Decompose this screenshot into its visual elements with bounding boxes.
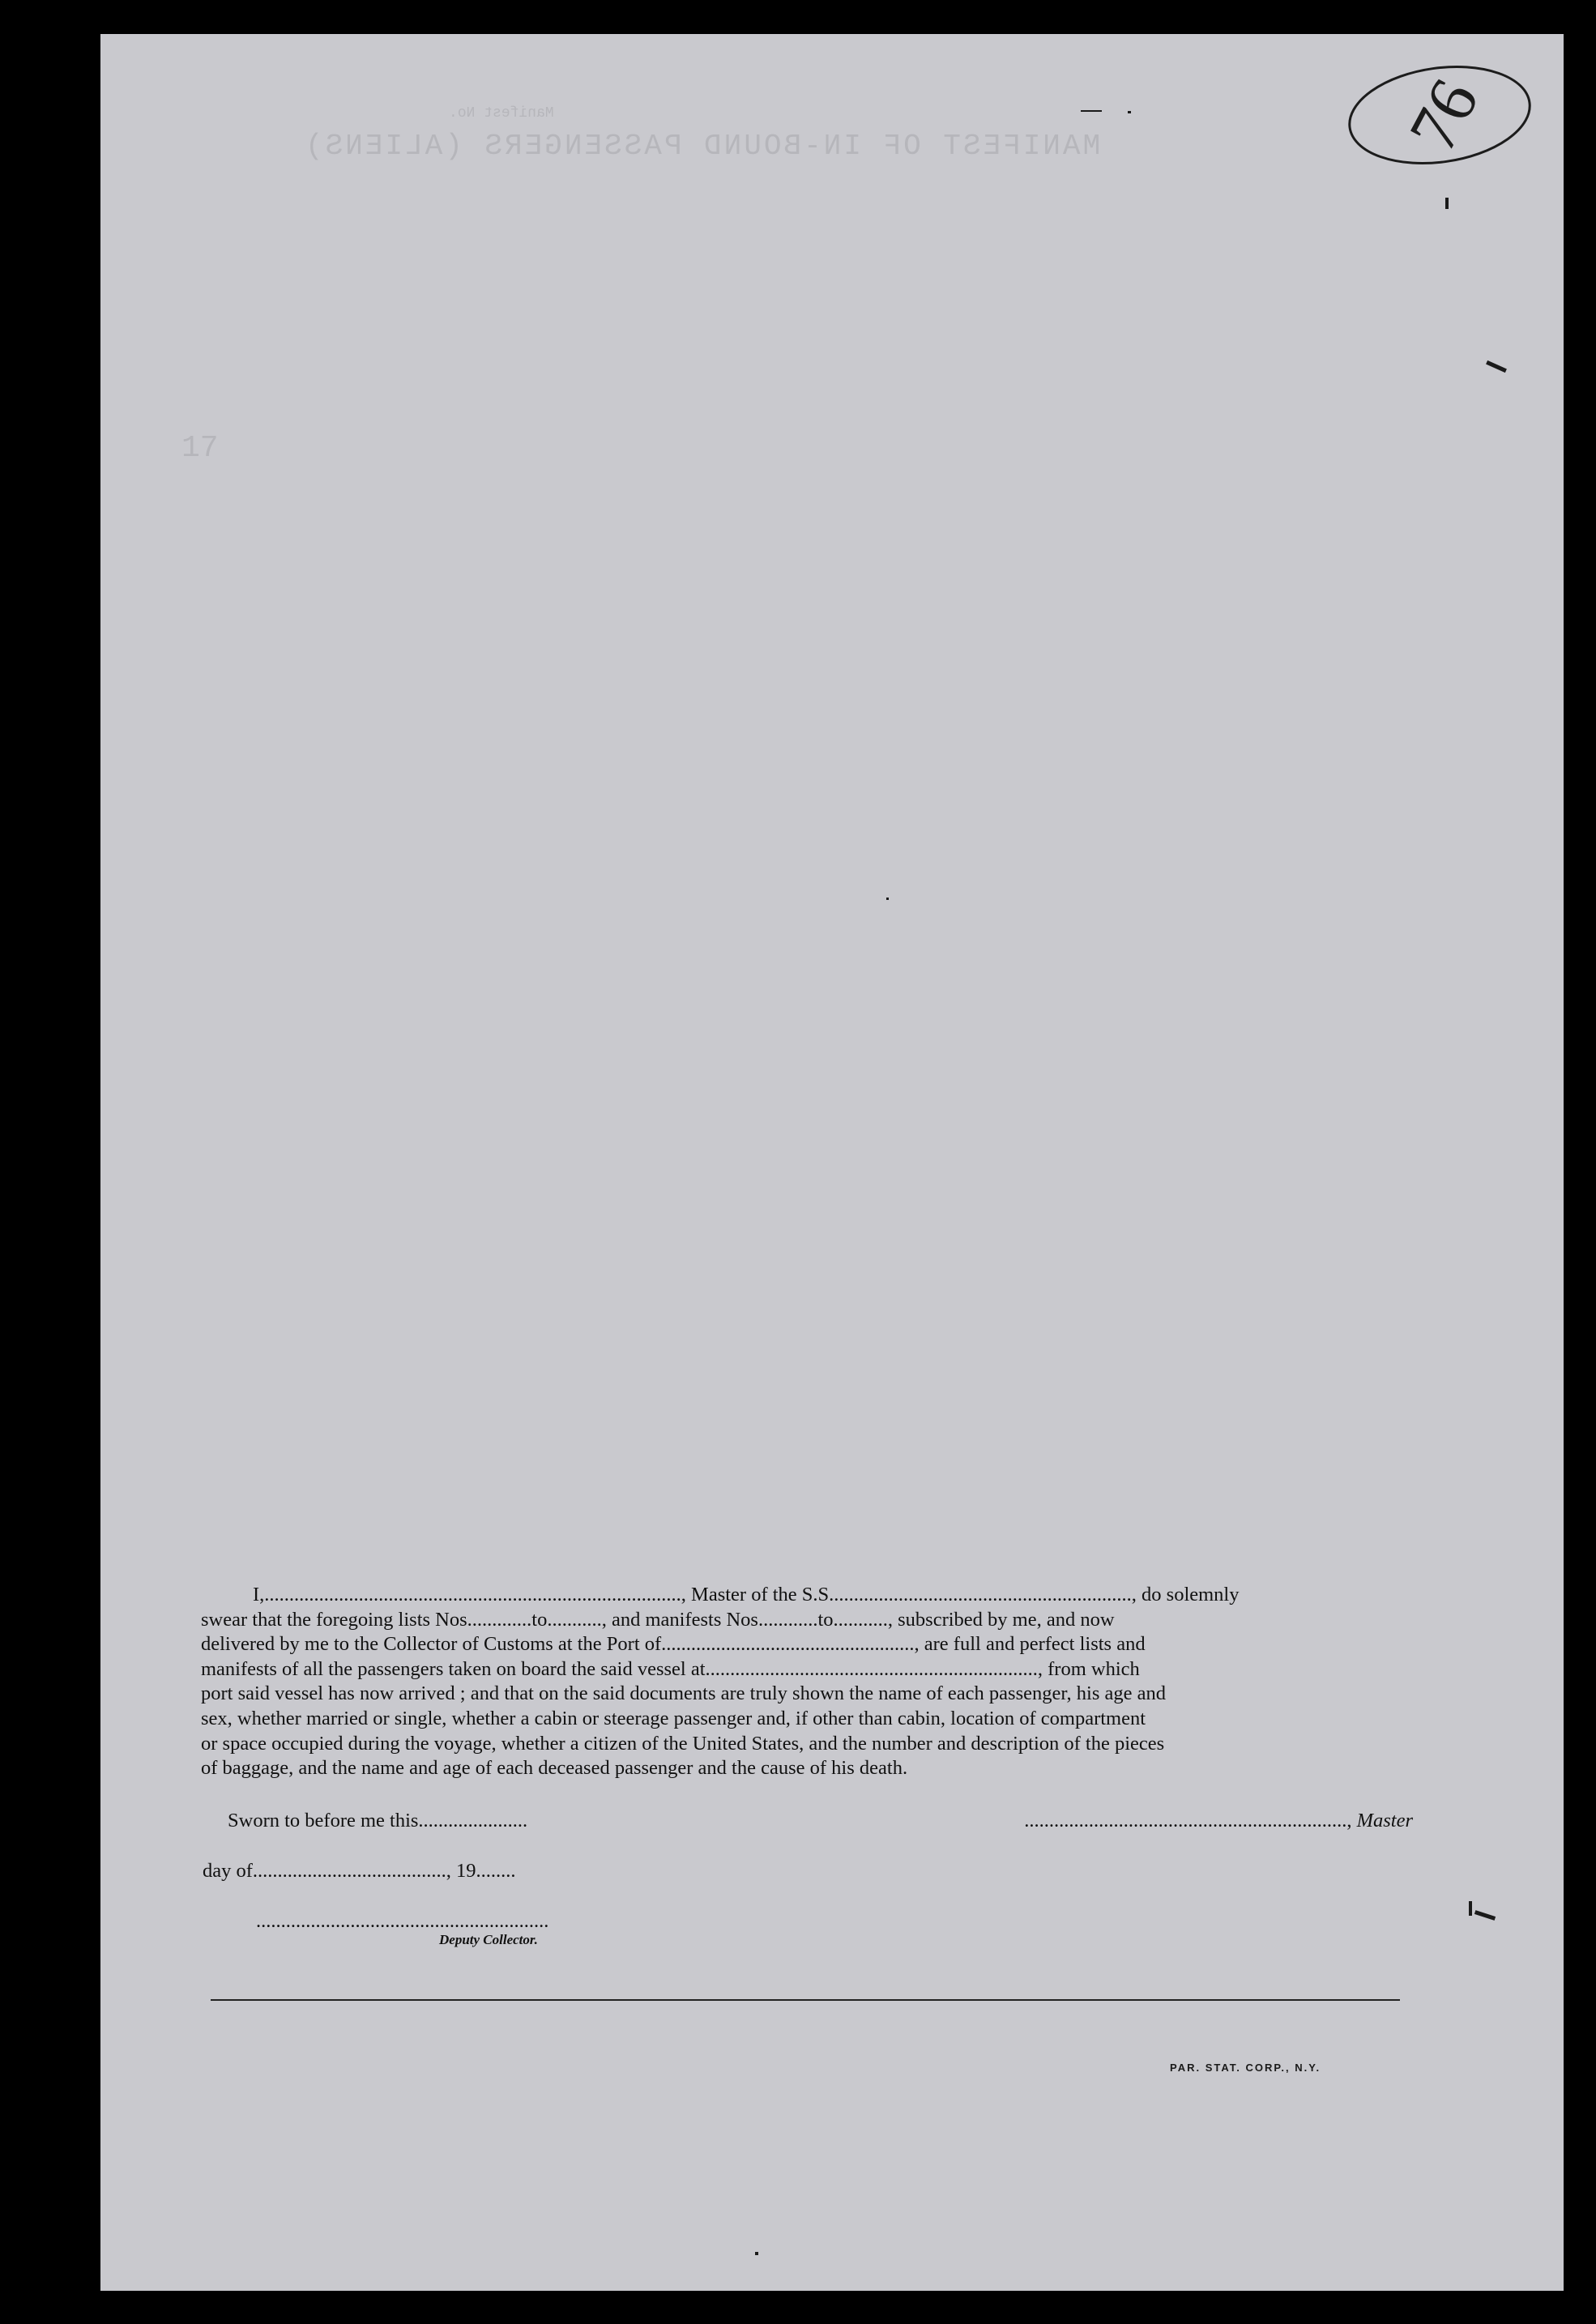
- scan-speck: [886, 898, 889, 900]
- scan-speck: [1081, 110, 1102, 112]
- master-label: Master: [1356, 1810, 1413, 1831]
- scan-speck: [755, 2252, 758, 2255]
- bleed-through-margin-mark: 17: [181, 431, 219, 466]
- attestation-line: port said vessel has now arrived ; and that on the said documents are truly shown the name of each passenger, his age and: [201, 1682, 1167, 1705]
- deputy-signature-dots: ...........................................................: [256, 1910, 549, 1932]
- bleed-through-subheader: Manifest No.: [449, 105, 554, 122]
- manifest-sheet: [100, 34, 1564, 2291]
- scan-speck: [1474, 1910, 1496, 1921]
- scan-speck: [1469, 1901, 1472, 1916]
- master-signature-field: [920, 1810, 1413, 1832]
- sworn-date-field: Sworn to before me this......................: [228, 1810, 528, 1831]
- master-signature-dots: .................................................................,: [1024, 1810, 1352, 1831]
- attestation-line: sex, whether married or single, whether a cabin or steerage passenger and, if other than cabin, location of compartment: [201, 1707, 1146, 1729]
- deputy-collector-label: Deputy Collector.: [439, 1932, 538, 1947]
- attestation-line: manifests of all the passengers taken on board the said vessel at..................................................................., from which: [201, 1657, 1140, 1680]
- day-of-field: day of......................................., 19........: [203, 1860, 516, 1882]
- scan-speck: [1128, 111, 1131, 113]
- scan-speck: [1445, 198, 1449, 209]
- page-number-text: 76: [1394, 67, 1494, 164]
- circled-page-number: [1343, 57, 1536, 168]
- bleed-through-header: MANIFEST OF IN-BOUND PASSENGERS (ALIENS): [303, 130, 1101, 163]
- attestation-line: or space occupied during the voyage, whether a citizen of the United States, and the number and description of the pieces: [201, 1732, 1165, 1755]
- footer-rule: [211, 1999, 1400, 2001]
- master-attestation-paragraph: [201, 1583, 1413, 1781]
- scan-speck: [1486, 360, 1507, 373]
- attestation-line: I,...................................................................................., Master of the S.S............................................................., do solemnly: [253, 1584, 1240, 1605]
- attestation-line: swear that the foregoing lists Nos.............to..........., and manifests Nos............to..........., subscribed by me, and now: [201, 1608, 1115, 1631]
- attestation-line: of baggage, and the name and age of each deceased passenger and the cause of his death.: [201, 1757, 908, 1780]
- printer-imprint: PAR. STAT. CORP., N.Y.: [1170, 2062, 1321, 2074]
- attestation-line: delivered by me to the Collector of Customs at the Port of..................................................., are full and perfect lists and: [201, 1633, 1146, 1656]
